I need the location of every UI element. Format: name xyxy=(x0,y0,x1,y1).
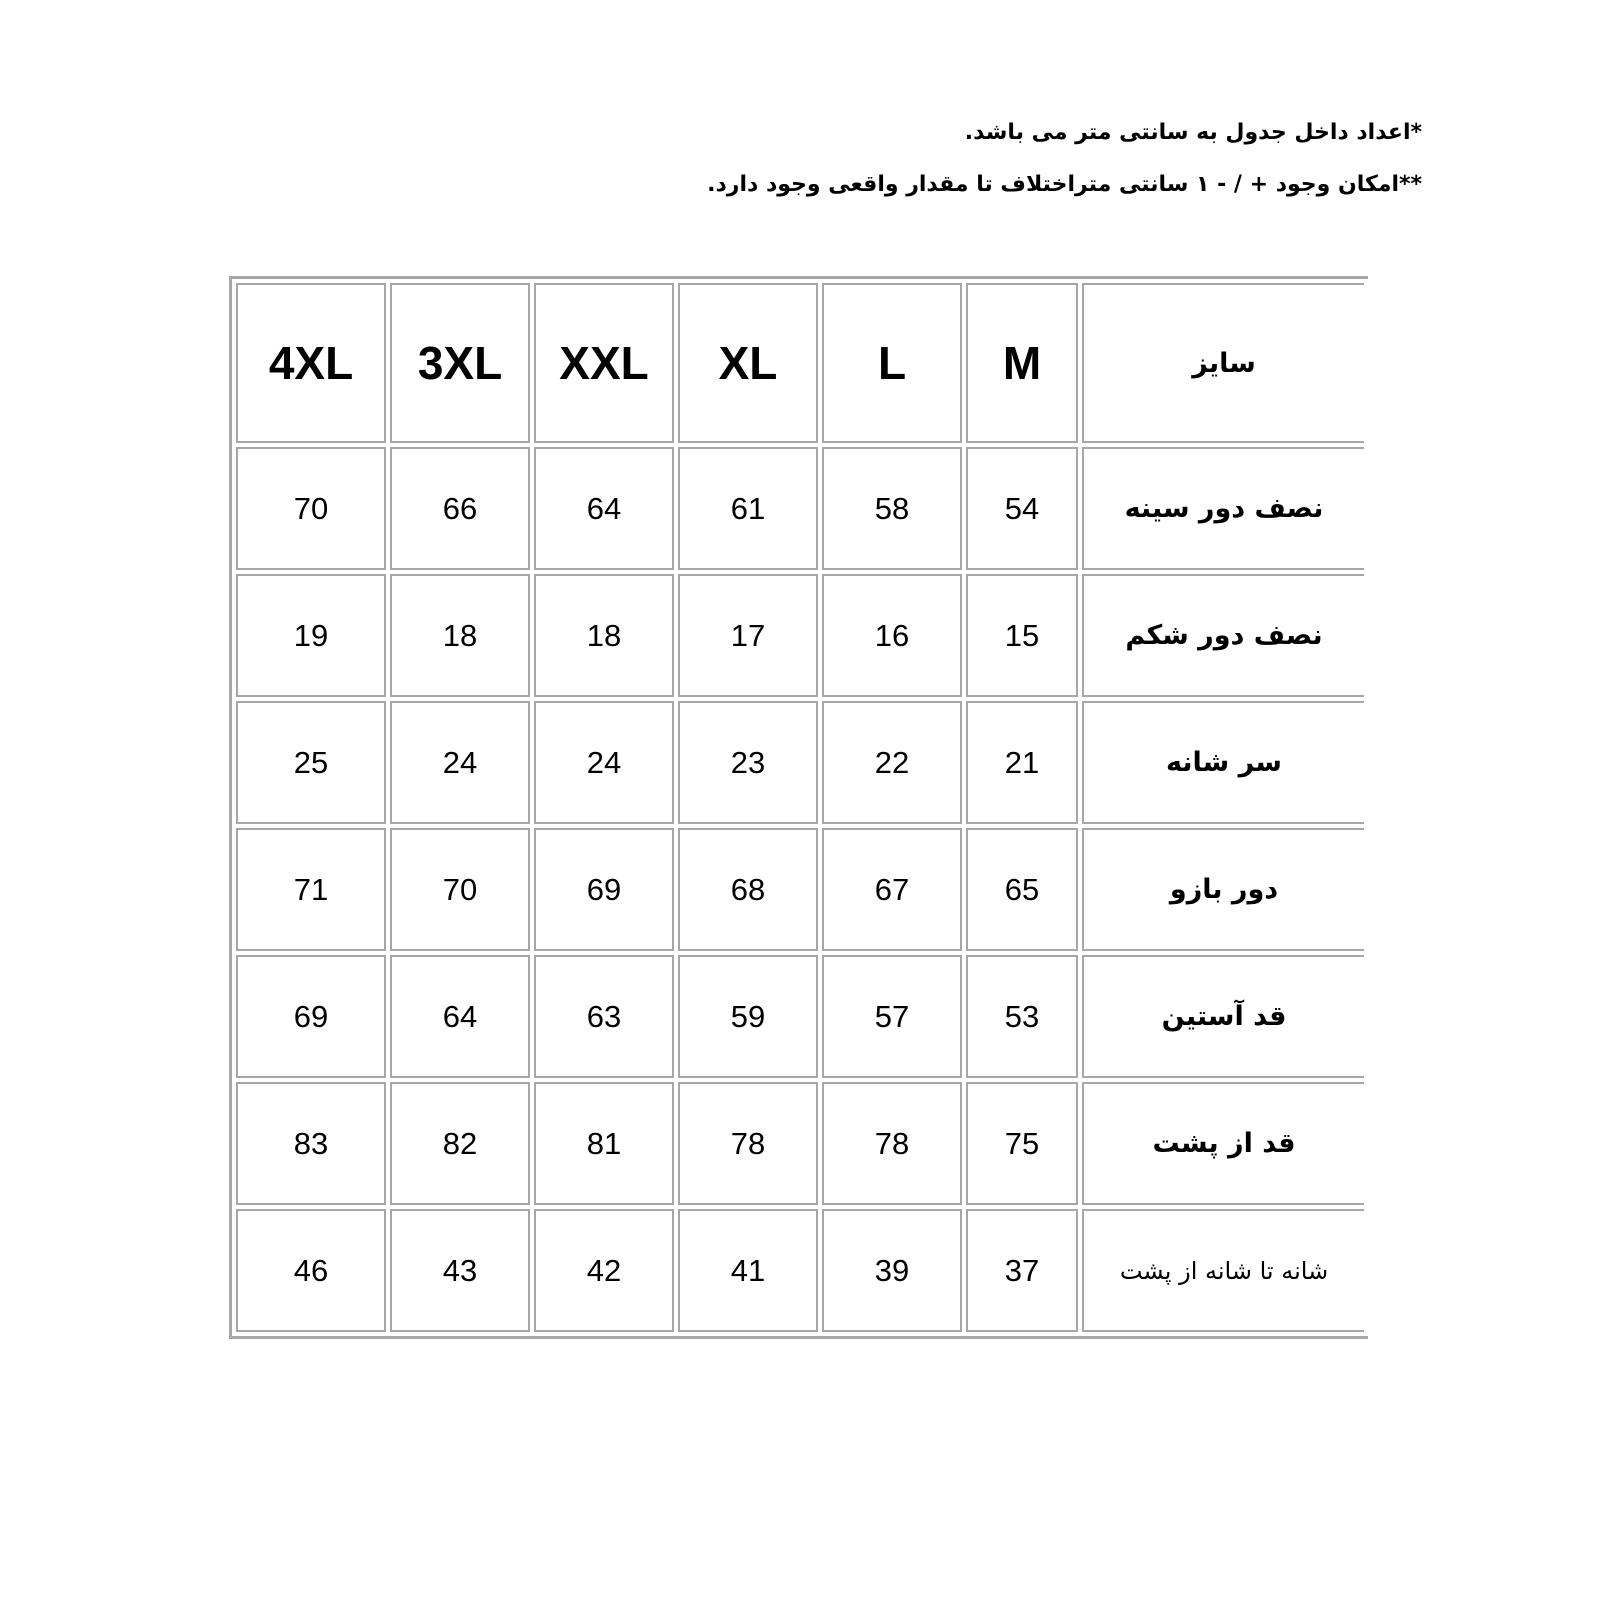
size-xxl-header: XXL xyxy=(534,283,674,443)
table-cell: 66 xyxy=(390,447,530,570)
table-cell: 57 xyxy=(822,955,962,1078)
table-cell: 42 xyxy=(534,1209,674,1332)
row-label: سر شانه xyxy=(1082,701,1364,824)
notes xyxy=(622,112,1422,216)
row-label: قد از پشت xyxy=(1082,1082,1364,1205)
table-cell: 16 xyxy=(822,574,962,697)
table-cell: 58 xyxy=(822,447,962,570)
table-cell: 78 xyxy=(678,1082,818,1205)
row-label: نصف دور سینه xyxy=(1082,447,1364,570)
size-3xl-header: 3XL xyxy=(390,283,530,443)
table-cell: 24 xyxy=(390,701,530,824)
table-cell: 54 xyxy=(966,447,1078,570)
table-row xyxy=(236,574,1364,697)
table-cell: 75 xyxy=(966,1082,1078,1205)
tolerance-note: **امکان وجود + / - ۱ سانتی متراختلاف تا مقدار واقعی وجود دارد. xyxy=(707,172,1422,197)
row-label: قد آستین xyxy=(1082,955,1364,1078)
table-cell: 65 xyxy=(966,828,1078,951)
table-cell: 70 xyxy=(236,447,386,570)
size-m-header: M xyxy=(966,283,1078,443)
size-chart-table xyxy=(229,276,1368,1339)
table-cell: 81 xyxy=(534,1082,674,1205)
table-cell: 63 xyxy=(534,955,674,1078)
table-row xyxy=(236,701,1364,824)
table-cell: 18 xyxy=(534,574,674,697)
table-cell: 61 xyxy=(678,447,818,570)
table-cell: 64 xyxy=(390,955,530,1078)
table-cell: 18 xyxy=(390,574,530,697)
table-cell: 25 xyxy=(236,701,386,824)
table-cell: 82 xyxy=(390,1082,530,1205)
table-row xyxy=(236,828,1364,951)
row-label: شانه تا شانه از پشت xyxy=(1082,1209,1364,1332)
table-row xyxy=(236,1209,1364,1332)
unit-note: *اعداد داخل جدول به سانتی متر می باشد. xyxy=(964,120,1422,145)
table-cell: 24 xyxy=(534,701,674,824)
header-row xyxy=(236,283,1364,443)
table-cell: 39 xyxy=(822,1209,962,1332)
table-cell: 46 xyxy=(236,1209,386,1332)
table-cell: 68 xyxy=(678,828,818,951)
row-label: نصف دور شکم xyxy=(1082,574,1364,697)
size-xl-header: XL xyxy=(678,283,818,443)
table-cell: 67 xyxy=(822,828,962,951)
table-cell: 37 xyxy=(966,1209,1078,1332)
table-cell: 69 xyxy=(534,828,674,951)
table-cell: 70 xyxy=(390,828,530,951)
table-cell: 43 xyxy=(390,1209,530,1332)
table-cell: 64 xyxy=(534,447,674,570)
table-cell: 15 xyxy=(966,574,1078,697)
table-cell: 23 xyxy=(678,701,818,824)
table-cell: 41 xyxy=(678,1209,818,1332)
table-row xyxy=(236,1082,1364,1205)
size-l-header: L xyxy=(822,283,962,443)
table-cell: 71 xyxy=(236,828,386,951)
row-label: دور بازو xyxy=(1082,828,1364,951)
table-row xyxy=(236,955,1364,1078)
table-cell: 53 xyxy=(966,955,1078,1078)
size-header-label: سایز xyxy=(1082,283,1364,443)
table-cell: 19 xyxy=(236,574,386,697)
table-cell: 83 xyxy=(236,1082,386,1205)
size-4xl-header: 4XL xyxy=(236,283,386,443)
table-cell: 21 xyxy=(966,701,1078,824)
table-row xyxy=(236,447,1364,570)
table-cell: 22 xyxy=(822,701,962,824)
table-cell: 78 xyxy=(822,1082,962,1205)
table-cell: 17 xyxy=(678,574,818,697)
table-cell: 69 xyxy=(236,955,386,1078)
table-cell: 59 xyxy=(678,955,818,1078)
